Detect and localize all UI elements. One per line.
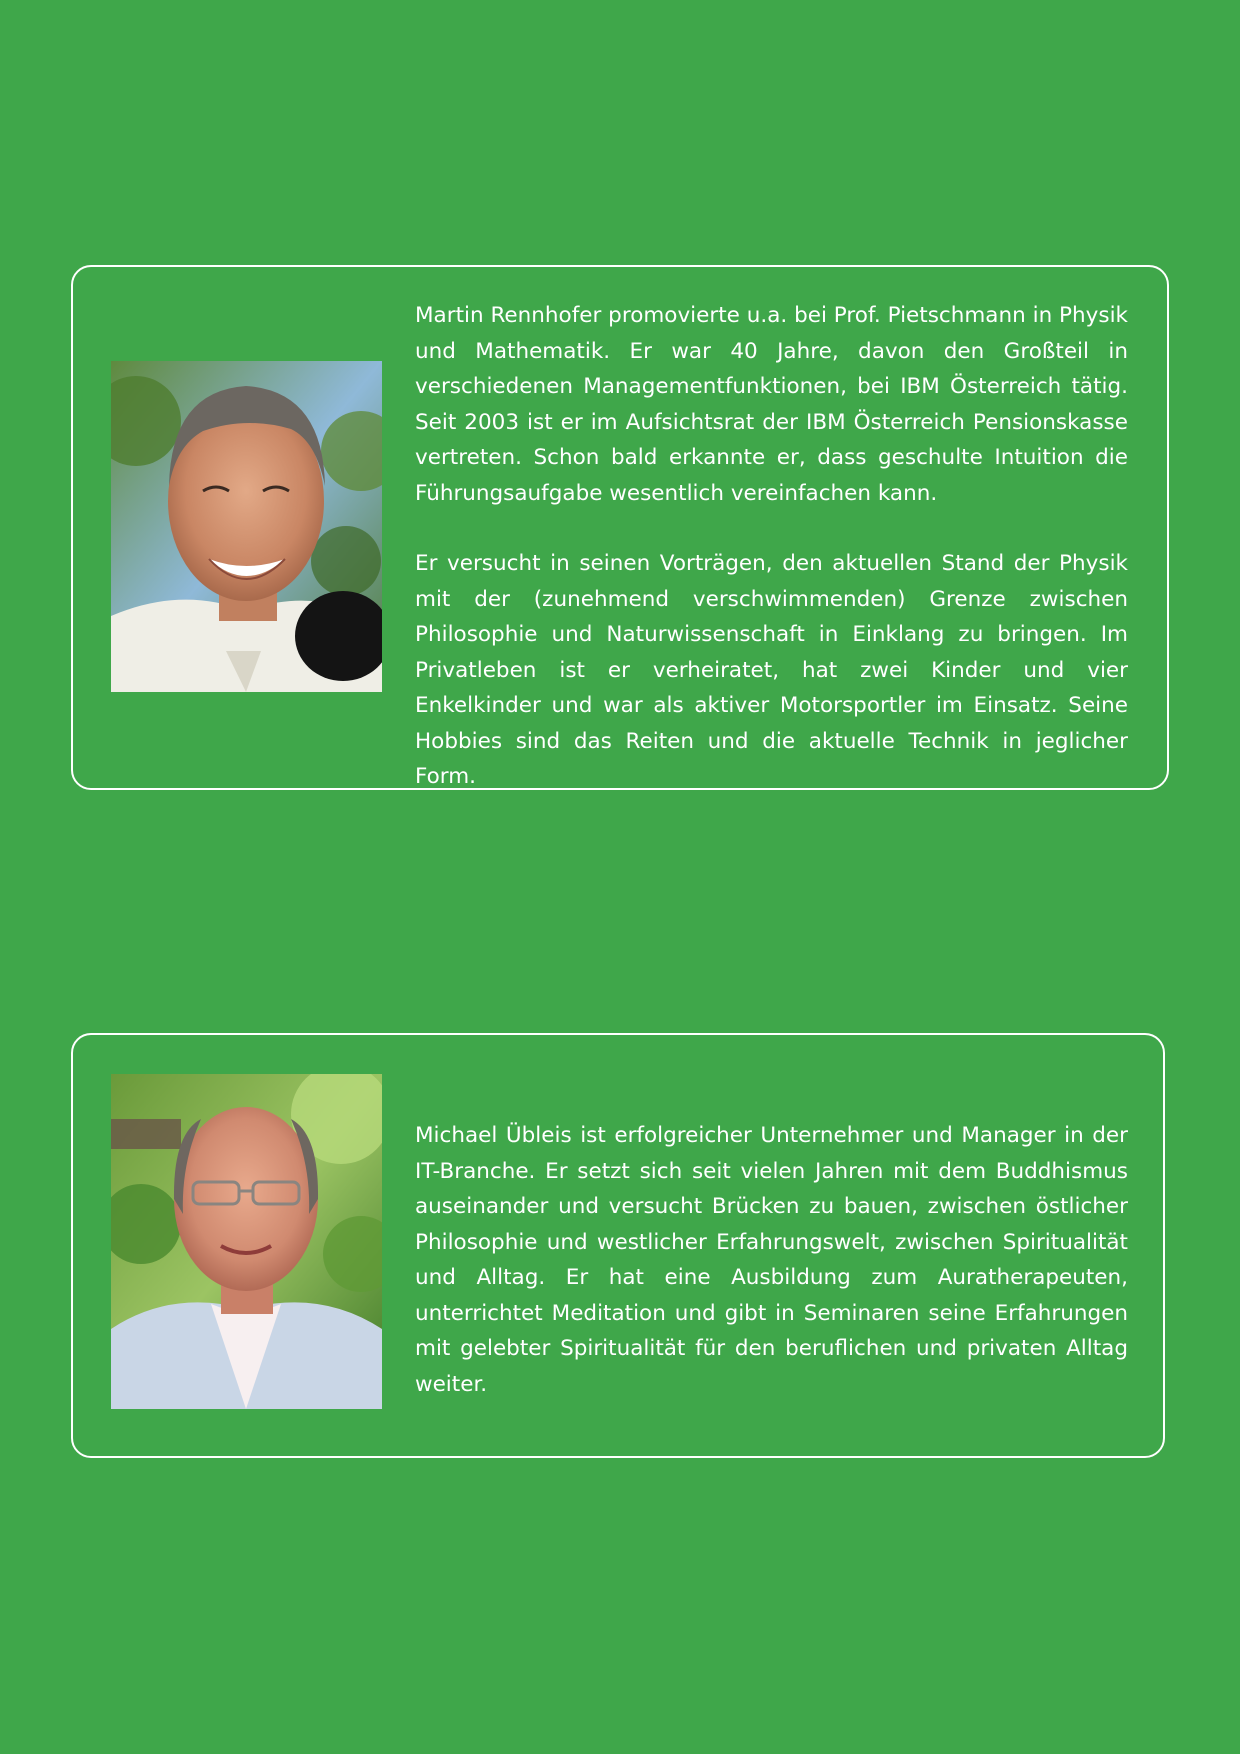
- portrait-photo-martin-rennhofer: [111, 361, 382, 692]
- bio-paragraph: Er versucht in seinen Vorträgen, den aktuellen Stand der Physik mit der (zunehmend verschwimmenden) Grenze zwischen Philosophie und Naturwissenschaft in Einklang zu bringen. Im Privatleben ist er verheiratet, hat zwei Kinder und vier Enkelkinder und war als aktiver Motorsportler im Einsatz. Seine Hobbies sind das Reiten und die aktuelle Technik in jeglicher Form.: [415, 551, 1128, 789]
- portrait-photo-michael-uebleis: [111, 1074, 382, 1409]
- bio-paragraph: Martin Rennhofer promovierte u.a. bei Prof. Pietschmann in Physik und Mathematik. Er war 40 Jahre, davon den Großteil in verschiedenen Managementfunktionen, bei IBM Österreich tätig. Seit 2003 ist er im Aufsichtsrat der IBM Österreich Pensionskasse vertreten. Schon bald erkannte er, dass geschulte Intuition die Führungsaufgabe wesentlich vereinfachen kann.: [415, 303, 1128, 506]
- bio-paragraph: Michael Übleis ist erfolgreicher Unternehmer und Manager in der IT-Branche. Er setzt sich seit vielen Jahren mit dem Buddhismus auseinander und versucht Brücken zu bauen, zwischen östlicher Philosophie und westlicher Erfahrungswelt, zwischen Spiritualität und Alltag. Er hat eine Ausbildung zum Auratherapeuten, unterrichtet Meditation und gibt in Seminaren seine Erfahrungen mit gelebter Spiritualität für den beruflichen und privaten Alltag weiter.: [415, 1123, 1128, 1397]
